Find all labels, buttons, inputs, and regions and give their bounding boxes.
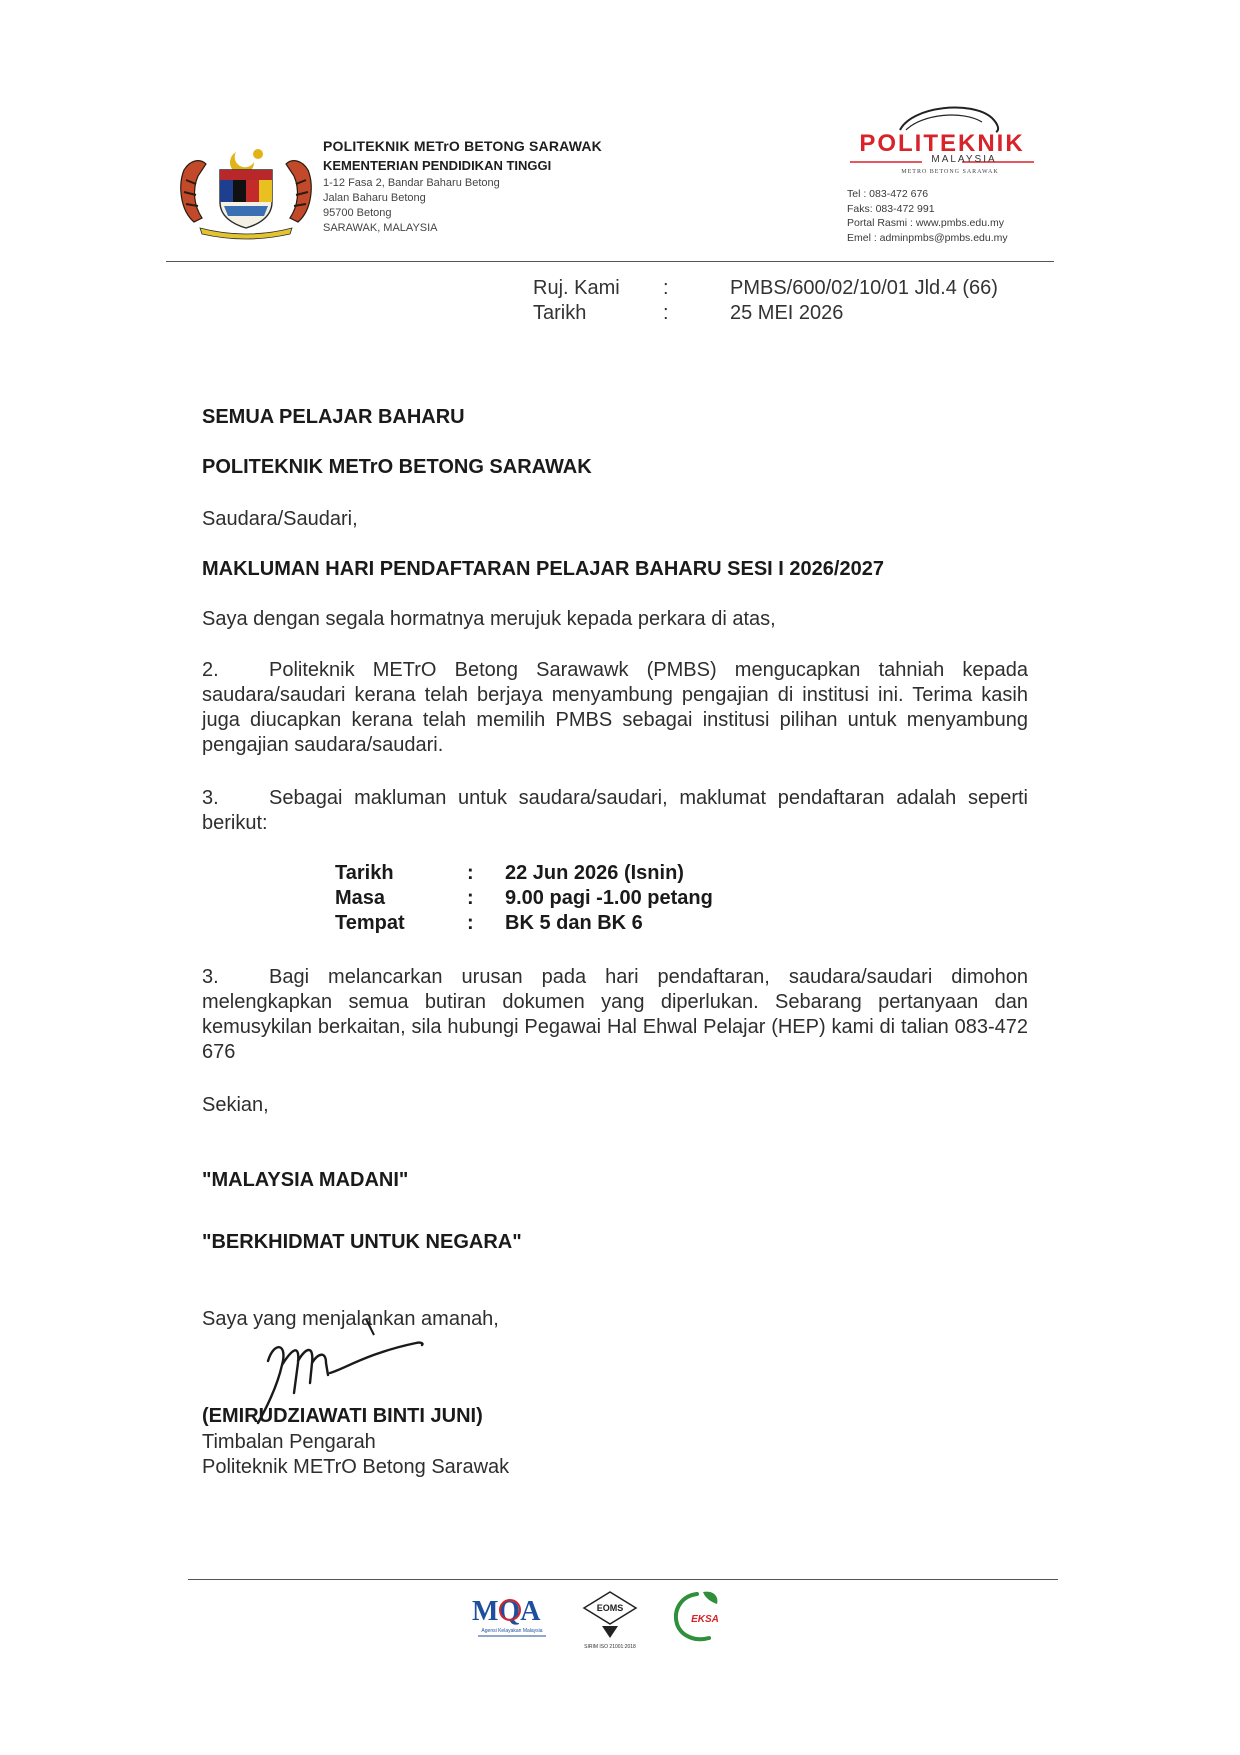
subject-heading: MAKLUMAN HARI PENDAFTARAN PELAJAR BAHARU SESI I 2026/2027 [202, 558, 884, 580]
salutation: Saudara/Saudari, [202, 508, 358, 530]
address-line: Jalan Baharu Betong [323, 192, 426, 204]
paragraph-text: Bagi melancarkan urusan pada hari pendaftaran, saudara/saudari dimohon melengkapkan semua butiran dokumen yang diperlukan. Sebarang pertanyaan dan kemusykilan berkaitan, sila hubungi Pegawai Hal Ehwal Pelajar (HEP) kami di talian 083-472 676 [202, 966, 1028, 1063]
opening-sentence: Saya dengan segala hormatnya merujuk kepada perkara di atas, [202, 608, 776, 630]
date-separator: : [663, 302, 669, 324]
detail-label-venue: Tempat [335, 912, 405, 934]
detail-value-date: 22 Jun 2026 (Isnin) [505, 862, 684, 884]
reference-label: Ruj. Kami [533, 277, 620, 299]
detail-separator: : [467, 912, 474, 934]
contact-phone: Tel : 083-472 676 [847, 188, 929, 200]
signatory-title: Timbalan Pengarah [202, 1431, 376, 1453]
eksa-logo-text: EKSA [691, 1614, 719, 1625]
address-line: 1-12 Fasa 2, Bandar Baharu Betong [323, 177, 500, 189]
paragraph-2 [202, 658, 1028, 758]
paragraph-text: Politeknik METrO Betong Sarawawk (PMBS) mengucapkan tahniah kepada saudara/saudari kerana telah berjaya menyambung pengajian di institusi ini. Terima kasih juga diucapkan kerana telah memilih PMBS sebagai institusi pilihan untuk menyambung pengajian saudara/saudari. [202, 659, 1028, 756]
detail-separator: : [467, 887, 474, 909]
contact-fax: Faks: 083-472 991 [847, 202, 935, 215]
mqa-logo-caption: Agensi Kelayakan Malaysia [481, 1628, 543, 1634]
slogan-berkhidmat: "BERKHIDMAT UNTUK NEGARA" [202, 1231, 522, 1253]
letter-date: 25 MEI 2026 [730, 302, 844, 324]
signature-intro: Saya yang menjalankan amanah, [202, 1308, 499, 1330]
address-line: 95700 Betong [323, 207, 392, 219]
eoms-logo-text: EOMS [596, 1603, 624, 1613]
detail-value-venue: BK 5 dan BK 6 [505, 912, 643, 934]
coat-of-arms-crest-icon [176, 140, 316, 240]
logo-country: MALAYSIA [931, 154, 997, 165]
logo-tagline: METRO BETONG SARAWAK [901, 169, 999, 175]
eksa-logo-icon [667, 1588, 731, 1646]
eoms-logo-caption: SIRIM ISO 21001:2018 [584, 1644, 636, 1650]
paragraph-text: Sebagai makluman untuk saudara/saudari, maklumat pendaftaran adalah seperti berikut: [202, 787, 1028, 834]
reference-separator: : [663, 277, 669, 299]
mqa-logo-icon [470, 1588, 554, 1644]
letterhead-divider [166, 261, 1054, 262]
contact-portal-link[interactable]: Portal Rasmi : www.pmbs.edu.my [847, 217, 1004, 229]
ministry-name: KEMENTERIAN PENDIDIKAN TINGGI [323, 158, 552, 173]
closing: Sekian, [202, 1094, 269, 1116]
signatory-organization: Politeknik METrO Betong Sarawak [202, 1456, 510, 1478]
organization-name: POLITEKNIK METrO BETONG SARAWAK [323, 138, 602, 154]
detail-separator: : [467, 862, 474, 884]
detail-label-date: Tarikh [335, 862, 394, 884]
contact-email-link[interactable]: Emel : adminpmbs@pmbs.edu.my [847, 231, 1008, 244]
mqa-logo-text: MQA [472, 1596, 541, 1627]
date-label: Tarikh [533, 302, 587, 324]
paragraph-3 [202, 786, 1028, 836]
recipient-line-1: SEMUA PELAJAR BAHARU [202, 406, 465, 428]
organization-block [323, 138, 602, 236]
recipient-line-2: POLITEKNIK METrO BETONG SARAWAK [202, 456, 592, 478]
detail-value-time: 9.00 pagi -1.00 petang [505, 887, 713, 909]
reference-number: PMBS/600/02/10/01 Jld.4 (66) [730, 277, 998, 299]
organization-address [323, 176, 602, 236]
paragraph-number: 2. [202, 659, 219, 681]
eoms-certification-logo-icon [580, 1588, 640, 1656]
footer-divider [188, 1579, 1058, 1580]
slogan-malaysia-madani: "MALAYSIA MADANI" [202, 1169, 409, 1191]
paragraph-number: 3. [202, 966, 219, 988]
paragraph-4 [202, 965, 1028, 1065]
logo-word: POLITEKNIK [859, 130, 1025, 157]
address-line: SARAWAK, MALAYSIA [323, 222, 438, 234]
paragraph-number: 3. [202, 787, 219, 809]
contact-block [847, 187, 1008, 245]
signatory-name: (EMIRUDZIAWATI BINTI JUNI) [202, 1405, 483, 1427]
detail-label-time: Masa [335, 887, 386, 909]
politeknik-malaysia-logo-icon [842, 100, 1042, 178]
